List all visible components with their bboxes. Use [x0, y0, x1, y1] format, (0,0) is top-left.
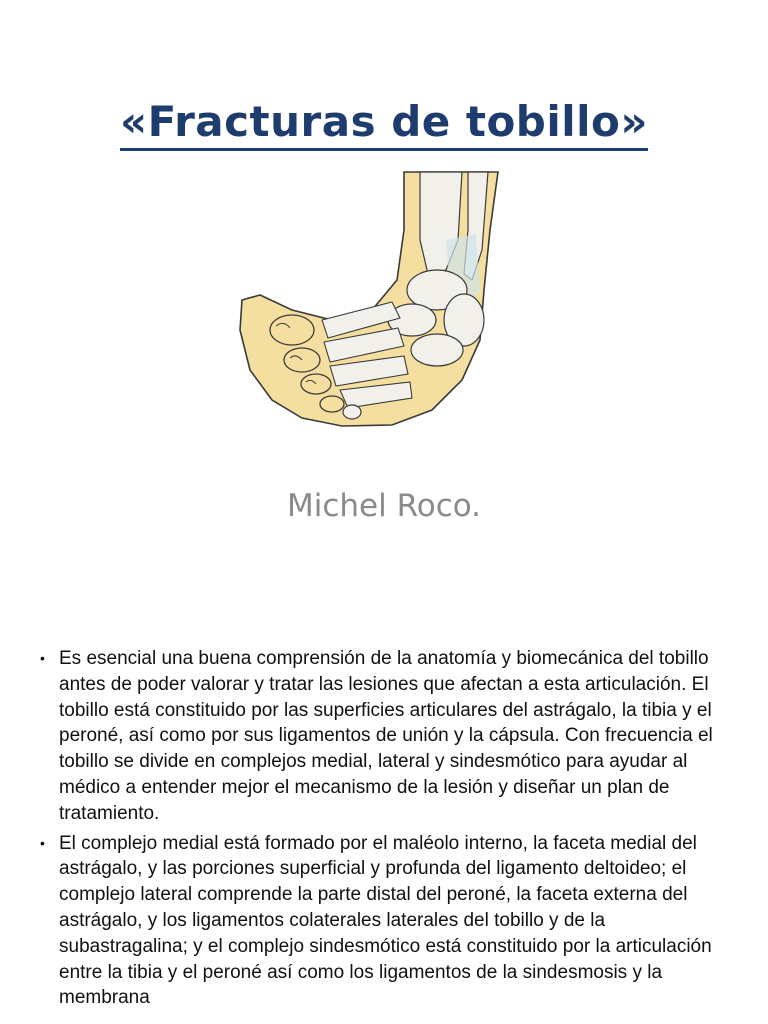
slide-title: «Fracturas de tobillo» — [0, 96, 768, 151]
bullet-list — [40, 646, 730, 1015]
bullet-dot: • — [40, 650, 45, 666]
bullet-item — [40, 646, 730, 827]
bullet-dot: • — [40, 834, 45, 851]
bullet-item — [40, 831, 730, 1012]
ankle-foot-anatomy-icon — [232, 170, 502, 432]
bullet-text: El complejo medial está formado por el maléolo interno, la faceta medial del astrágalo, y las porciones superficial y profunda del ligamento deltoideo; el complejo lateral comprende la parte distal del peroné, la faceta externa del astrágalo, y los ligamentos colaterales laterales del tobillo y de la subastragalina; y el complejo sindesmótico está constituido por la articulación entre la tibia y el peroné así como los ligamentos de la sindesmosis y la membrana — [59, 832, 712, 1009]
bullet-text: Es esencial una buena comprensión de la anatomía y biomecánica del tobillo antes de poder valorar y tratar las lesiones que afectan a esta articulación. El tobillo está constituido por las superficies articulares del astrágalo, la tibia y el peroné, así como por sus ligamentos de unión y la cápsula. Con frecuencia el tobillo se divide en complejos medial, lateral y sindesmótico para ayudar al médico a entender mejor el mecanismo de la lesión y diseñar un plan de tratamiento. — [59, 648, 713, 824]
author-name: Michel Roco. — [286, 488, 482, 524]
